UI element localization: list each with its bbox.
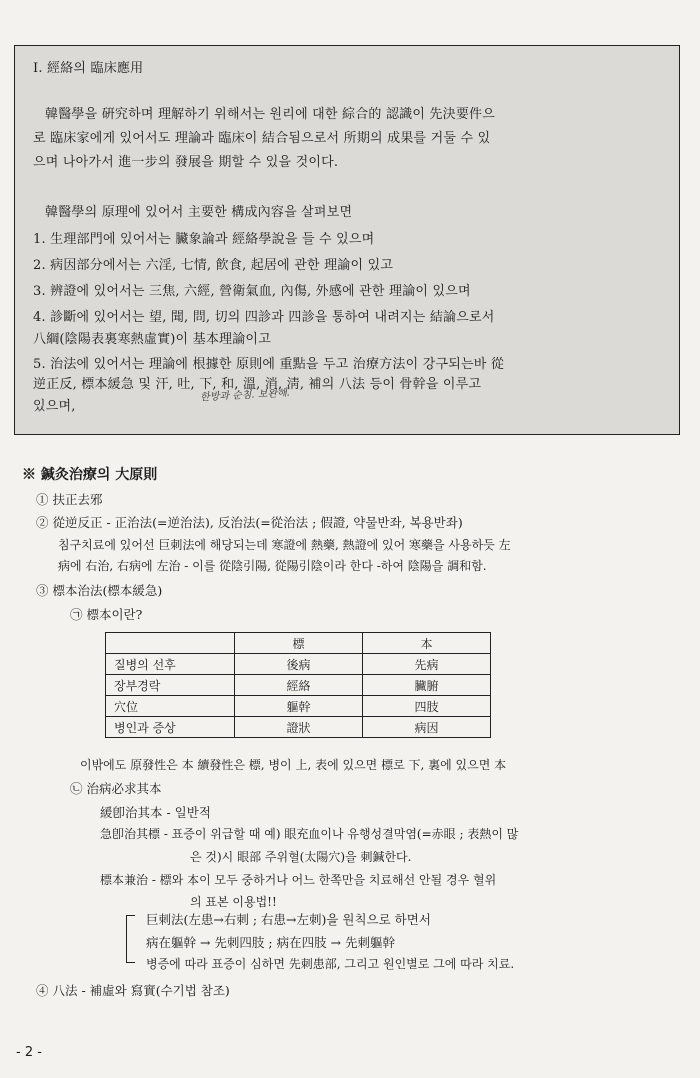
boxed-summary [14,45,680,435]
bracket-line-2: 病在軀幹 → 先刺四肢 ; 病在四肢 → 先刺軀幹 [146,935,395,950]
table-header-cell: 標 [235,633,363,654]
table-cell: 臟腑 [363,675,491,696]
table-row [106,675,491,696]
page-number: - 2 - [16,1045,42,1060]
principle-2-desc1: 침구치료에 있어선 巨刺法에 해당되는데 寒證에 熱藥, 熱證에 있어 寒藥을 사용하듯 左 [58,538,511,552]
para2-intro: 韓醫學의 原理에 있어서 主要한 構成內容을 살펴보면 [45,205,353,220]
table-cell: 證狀 [235,717,363,738]
biao-ben-table [105,632,491,738]
table-cell: 四肢 [363,696,491,717]
bracket-line-3: 병증에 따라 표증이 심하면 先刺患部, 그리고 원인별로 그에 따라 치료. [146,957,515,971]
table-cell: 장부경락 [106,675,235,696]
para1-line2: 로 臨床家에게 있어서도 理論과 臨床이 結合됨으로서 所期의 成果를 거둘 수 있 [33,131,491,146]
item-4-cont: 八綱(陰陽表裏寒熱虛實)이 基本理論이고 [33,332,271,347]
jian-zhi-1: 標本兼治 - 標와 本이 모두 중하거나 어느 한쪽만을 치료해선 안될 경우 혈위 [100,873,497,887]
table-header-row [106,633,491,654]
item-5-end: 있으며, [33,399,76,414]
ji-zhi-biao-2: 은 것)시 眼部 주위혈(太陽穴)을 刺鍼한다. [190,850,412,864]
table-cell: 後病 [235,654,363,675]
table-cell: 질병의 선후 [106,654,235,675]
handwritten-note: 한방과 순침. 보완해. [199,387,291,404]
item-5: 5. 治法에 있어서는 理論에 根據한 原則에 重點을 두고 治療方法이 강구되는바 從 [33,357,505,372]
table-cell: 先病 [363,654,491,675]
principle-3: ③ 標本治法(標本緩急) [36,583,163,598]
bracket [126,915,135,963]
principle-1: ① 扶正去邪 [36,492,103,507]
section-heading: ※ 鍼灸治療의 大原則 [22,467,158,483]
table-cell: 穴位 [106,696,235,717]
sub-heading-1: ㉠ 標本이란? [70,607,143,622]
jian-zhi-2: 의 표본 이용법!! [190,895,277,909]
para1-line1: 韓醫學을 硏究하며 理解하기 위해서는 원리에 대한 綜合的 認識이 先決要件으 [45,107,495,122]
table-cell: 經絡 [235,675,363,696]
principle-2: ② 從逆反正 - 正治法(=逆治法), 反治法(=從治法 ; 假證, 약물반좌, 복용반좌) [36,515,463,530]
principle-2-desc2: 病에 右治, 右病에 左治 - 이를 從陰引陽, 從陽引陰이라 한다 -하여 陰陽을 調和함. [58,559,487,573]
item-5-cont: 逆正反, 標本緩急 및 汗, 吐, 下, 和, 溫, 消, 淸, 補의 八法 등이 骨幹을 이루고 [33,377,482,392]
table-header-cell [106,633,235,654]
box-title: I. 經絡의 臨床應用 [33,61,144,76]
table-row [106,654,491,675]
ji-zhi-biao-1: 急卽治其標 - 표증이 위급할 때 예) 眼充血이나 유행성결막염(=赤眼 ; 表熱이 많 [100,827,519,841]
item-3: 3. 辨證에 있어서는 三焦, 六經, 營衛氣血, 內傷, 外感에 관한 理論이 있으며 [33,284,471,299]
after-table-note: 이밖에도 原發性은 本 續發性은 標, 병이 上, 表에 있으면 標로 下, 裏에 있으면 本 [80,758,507,772]
table-row [106,696,491,717]
table-cell: 病因 [363,717,491,738]
principle-4: ④ 八法 - 補虛와 寫實(수기법 참조) [36,983,230,998]
item-4: 4. 診斷에 있어서는 望, 聞, 問, 切의 四診과 四診을 통하여 내려지는 結論으로서 [33,310,495,325]
table-cell: 병인과 증상 [106,717,235,738]
para1-line3: 으며 나아가서 進一步의 發展을 期할 수 있을 것이다. [33,155,339,170]
item-1: 1. 生理部門에 있어서는 臟象論과 經絡學說을 들 수 있으며 [33,232,375,247]
huan-zhi-ben: 緩卽治其本 - 일반적 [100,805,211,820]
bracket-line-1: 巨刺法(左患→右刺 ; 右患→左刺)을 원칙으로 하면서 [146,912,431,927]
table-header-cell: 本 [363,633,491,654]
item-2: 2. 病因部分에서는 六淫, 七情, 飮食, 起居에 관한 理論이 있고 [33,258,394,273]
table-row [106,717,491,738]
sub-heading-2: ㉡ 治病必求其本 [70,781,162,796]
table-cell: 軀幹 [235,696,363,717]
